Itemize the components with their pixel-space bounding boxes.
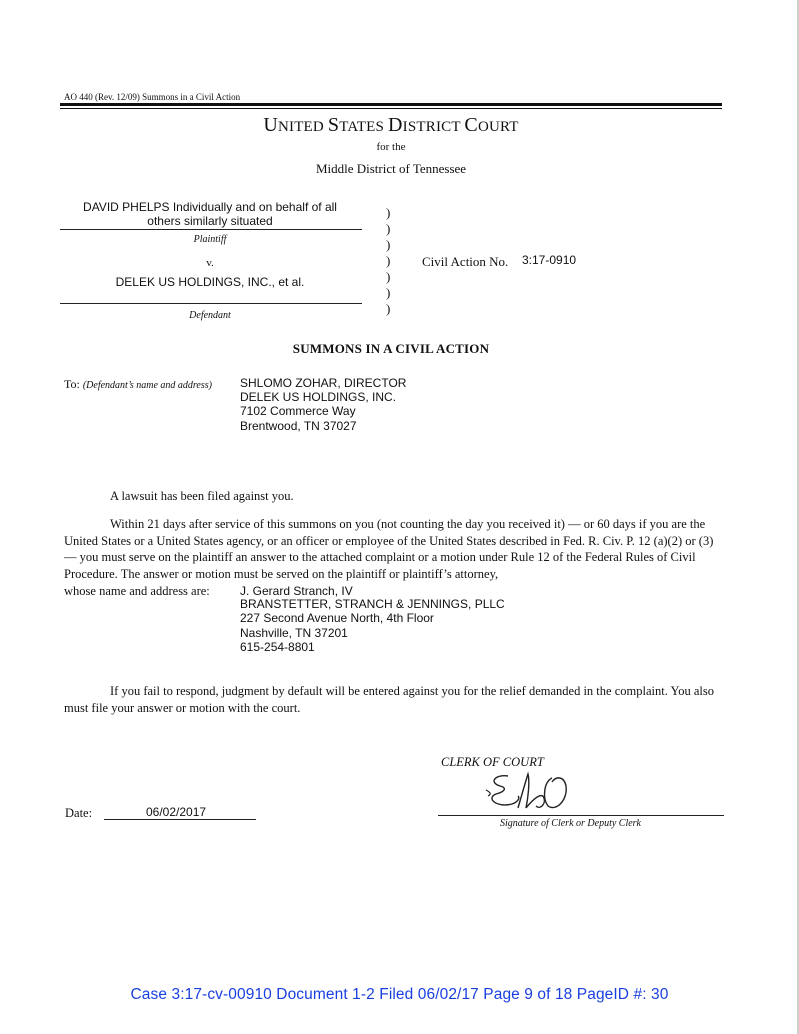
defendant-address-line: DELEK US HOLDINGS, INC. xyxy=(240,390,397,404)
signature-line xyxy=(438,815,724,816)
court-title-part: OURT xyxy=(477,119,519,135)
date-label: Date: xyxy=(65,806,93,820)
caption-paren: ) xyxy=(386,205,391,220)
attorney-line: BRANSTETTER, STRANCH & JENNINGS, PLLC xyxy=(240,597,505,611)
civil-action-label: Civil Action No. xyxy=(422,254,509,269)
court-title-part: ISTRICT xyxy=(402,119,465,135)
to-label xyxy=(64,377,212,392)
response-instructions: Within 21 days after service of this summons on you (not counting the day you received it) — or 60 days if you are the United States or a United States agency, or an officer or employee of the United States described in Fed. R. Civ. P. 12 (a)(2) or (3) — you must serve on the plaintiff an answer to the attached complaint or a motion under Rule 12 of the Federal Rules of Civil Procedure. The answer or motion must be served on the plaintiff or plaintiff’s attorney, xyxy=(64,517,714,581)
date-value: 06/02/2017 xyxy=(146,805,207,819)
caption-paren: ) xyxy=(386,221,391,236)
case-footer-stamp: Case 3:17-cv-00910 Document 1-2 Filed 06/02/17 Page 9 of 18 PageID #: 30 xyxy=(130,986,669,1003)
signature-label: Signature of Clerk or Deputy Clerk xyxy=(500,818,641,829)
court-title-part: NITED xyxy=(277,119,328,135)
date-underline xyxy=(104,819,256,820)
court-title-part: D xyxy=(387,114,403,136)
plaintiff-name-line1: DAVID PHELPS Individually and on behalf of all xyxy=(83,200,337,214)
attorney-line: 227 Second Avenue North, 4th Floor xyxy=(240,611,434,625)
versus: v. xyxy=(206,257,214,269)
caption-paren: ) xyxy=(386,237,391,252)
clerk-of-court-label: CLERK OF COURT xyxy=(441,755,544,769)
caption-paren: ) xyxy=(386,285,391,300)
plaintiff-underline xyxy=(60,229,362,230)
defendant-address-line: SHLOMO ZOHAR, DIRECTOR xyxy=(240,376,407,390)
court-title-part: C xyxy=(464,114,478,136)
form-identifier: AO 440 (Rev. 12/09) Summons in a Civil Action xyxy=(64,92,241,102)
attorney-line: 615-254-8801 xyxy=(240,640,315,654)
clerk-signature xyxy=(478,768,588,816)
to-hint: (Defendant’s name and address) xyxy=(82,380,212,391)
caption-paren: ) xyxy=(386,301,391,316)
to-prefix: To: xyxy=(64,377,80,391)
defendant-label: Defendant xyxy=(189,310,231,321)
court-title xyxy=(0,114,782,137)
defendant-underline xyxy=(60,303,362,304)
district-name: Middle District of Tennessee xyxy=(315,161,467,176)
summons-title: SUMMONS IN A CIVIL ACTION xyxy=(292,341,490,356)
court-title-part: S xyxy=(327,114,340,136)
attorney-line: J. Gerard Stranch, IV xyxy=(240,584,353,598)
default-warning: If you fail to respond, judgment by default will be entered against you for the relief demanded in the complaint. You also must file your answer or motion with the court. xyxy=(64,684,715,715)
lawsuit-notice: A lawsuit has been filed against you. xyxy=(110,489,294,503)
header-rule-thin xyxy=(60,108,722,109)
header-rule-thick xyxy=(60,103,722,106)
plaintiff-label: Plaintiff xyxy=(193,234,227,245)
court-title-part: U xyxy=(263,114,278,136)
civil-action-number: 3:17-0910 xyxy=(522,253,577,267)
defendant-address-line: 7102 Commerce Way xyxy=(240,404,356,418)
whose-label: whose name and address are: xyxy=(64,584,210,598)
defendant-address-line: Brentwood, TN 37027 xyxy=(240,419,357,433)
court-title-part: TATES xyxy=(339,119,388,135)
caption-paren: ) xyxy=(386,253,391,268)
attorney-line: Nashville, TN 37201 xyxy=(240,626,348,640)
for-the-text: for the xyxy=(376,141,406,153)
defendant-name: DELEK US HOLDINGS, INC., et al. xyxy=(115,275,305,289)
caption-paren: ) xyxy=(386,269,391,284)
plaintiff-name-line2: others similarly situated xyxy=(147,214,273,228)
